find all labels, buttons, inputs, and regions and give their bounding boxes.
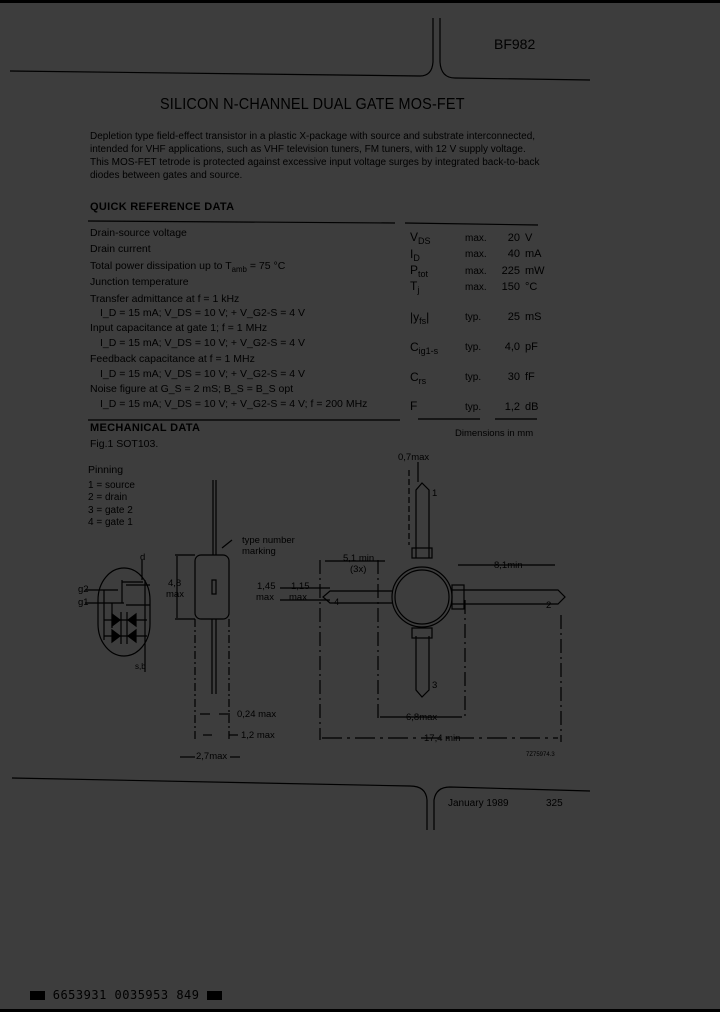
qrd-condition: I_D = 15 mA; V_DS = 10 V; + V_G2-S = 4 V; f = 200 MHz (100, 398, 368, 410)
label-drain: d (140, 552, 146, 563)
dim-8-1-min: 8,1min (494, 560, 523, 571)
qrd-unit: dB (525, 401, 539, 413)
qrd-value: 30 (507, 371, 520, 383)
qrd-label: Input capacitance at gate 1; f = 1 MHz (90, 322, 268, 334)
part-number: BF982 (494, 36, 536, 52)
mechanical-data-title: MECHANICAL DATA (90, 422, 201, 434)
pin-item: 1 = source (88, 480, 135, 491)
pin-label-4: 4 (334, 597, 340, 608)
dim-5-1-min: 5,1 min (343, 553, 375, 564)
dim-0-7-max: 0,7max (398, 452, 430, 463)
qrd-symbol: $V_{DS}$ (410, 230, 431, 246)
qrd-symbol: $P_{tot}$ (410, 263, 429, 279)
qrd-value: 225 (501, 265, 520, 277)
dim-0-24-max: 0,24 max (237, 709, 277, 720)
dim-6-8-max: 6,8max (406, 712, 438, 723)
quick-reference-title: QUICK REFERENCE DATA (90, 201, 235, 213)
qrd-qualifier: max. (465, 282, 487, 293)
barcode-text: 6653931 0035953 849 (52, 988, 200, 1002)
qrd-label: Transfer admittance at f = 1 kHz (90, 293, 240, 305)
qrd-unit: mA (525, 248, 542, 260)
label-gate1: g1 (78, 597, 89, 608)
qrd-condition: I_D = 15 mA; V_DS = 10 V; + V_G2-S = 4 V (100, 337, 306, 349)
label-gate2: g2 (78, 584, 89, 595)
qrd-symbol: F (410, 399, 418, 413)
page-title: SILICON N-CHANNEL DUAL GATE MOS-FET (160, 96, 465, 113)
qrd-qualifier: max. (465, 233, 487, 244)
pin-label-1: 1 (432, 488, 438, 499)
qrd-qualifier: typ. (465, 312, 482, 323)
drawing-reference: 7Z75974.3 (526, 752, 555, 758)
dim-1-45-max: max (256, 592, 274, 603)
qrd-label: Junction temperature (90, 276, 189, 288)
label-marking: marking (242, 546, 276, 557)
qrd-label: Feedback capacitance at f = 1 MHz (90, 353, 255, 365)
qrd-symbol: $C_{ig1-s}$ (410, 340, 439, 356)
qrd-symbol: $C_{rs}$ (410, 370, 427, 386)
qrd-qualifier: typ. (465, 402, 482, 413)
dimensions-note: Dimensions in mm (455, 428, 534, 439)
qrd-symbol: $T_j$ (410, 279, 420, 295)
dim-4-8-max: max (166, 589, 184, 600)
dim-17-4-min: 17,4 min (424, 733, 461, 744)
description (90, 131, 540, 183)
dim-1-15: 1,15 (291, 581, 310, 592)
qrd-value: 4,0 (504, 341, 520, 353)
qrd-unit: mW (525, 265, 545, 277)
qrd-value: 40 (507, 248, 520, 260)
qrd-condition: I_D = 15 mA; V_DS = 10 V; + V_G2-S = 4 V (100, 368, 306, 380)
dim-1-15-max: max (289, 592, 307, 603)
dim-1-2-max: 1,2 max (241, 730, 275, 741)
qrd-value: 20 (507, 232, 520, 244)
pin-item: 3 = gate 2 (88, 505, 133, 516)
qrd-label: Noise figure at G_S = 2 mS; B_S = B_S opt (90, 383, 294, 395)
pin-item: 2 = drain (88, 492, 128, 503)
qrd-qualifier: typ. (465, 372, 482, 383)
qrd-qualifier: max. (465, 249, 487, 260)
page-number: 325 (546, 798, 563, 809)
qrd-condition: I_D = 15 mA; V_DS = 10 V; + V_G2-S = 4 V (100, 307, 306, 319)
qrd-symbol: $I_D$ (410, 247, 420, 263)
qrd-unit: mS (525, 311, 542, 323)
qrd-label: Drain current (90, 243, 151, 255)
qrd-qualifier: typ. (465, 342, 482, 353)
figure-caption: Fig.1 SOT103. (90, 438, 159, 450)
qrd-value: 25 (507, 311, 520, 323)
barcode-block-right (207, 991, 222, 1000)
qrd-unit: °C (525, 281, 538, 293)
qrd-label: Drain-source voltage (90, 227, 187, 239)
description-paragraph-2: This MOS-FET tetrode is protected against excessive input voltage surges by integrated back-to-back diodes between gates and source. (90, 157, 540, 181)
qrd-label: Total power dissipation up to $T_{amb} = 75$ °C (90, 260, 286, 274)
qrd-value: 150 (501, 281, 520, 293)
dim-2-7-max: 2,7max (196, 751, 228, 762)
dim-4-8: 4,8 (168, 578, 182, 589)
barcode-block-left (30, 991, 45, 1000)
dim-1-45: 1,45 (257, 581, 276, 592)
qrd-value: 1,2 (504, 401, 520, 413)
description-paragraph-1: Depletion type field-effect transistor in a plastic X-package with source and substrate interconnected, intended for VHF applications, such as VHF television tuners, FM tuners, with 12 V supply voltage. (90, 131, 536, 155)
qrd-unit: pF (525, 341, 538, 353)
dim-3x: (3x) (350, 564, 367, 575)
pinning-title: Pinning (88, 464, 124, 476)
qrd-unit: V (525, 232, 533, 244)
pin-label-2: 2 (546, 600, 552, 611)
qrd-qualifier: max. (465, 266, 487, 277)
qrd-symbol: $|y_{fs}|$ (410, 310, 430, 326)
label-source-substrate: s,b (135, 662, 146, 671)
scan-barcode (30, 988, 222, 1002)
pin-label-3: 3 (432, 680, 438, 691)
pin-item: 4 = gate 1 (88, 517, 133, 528)
qrd-unit: fF (525, 371, 535, 383)
label-type-number: type number (242, 535, 295, 546)
footer-date: January 1989 (448, 798, 509, 809)
